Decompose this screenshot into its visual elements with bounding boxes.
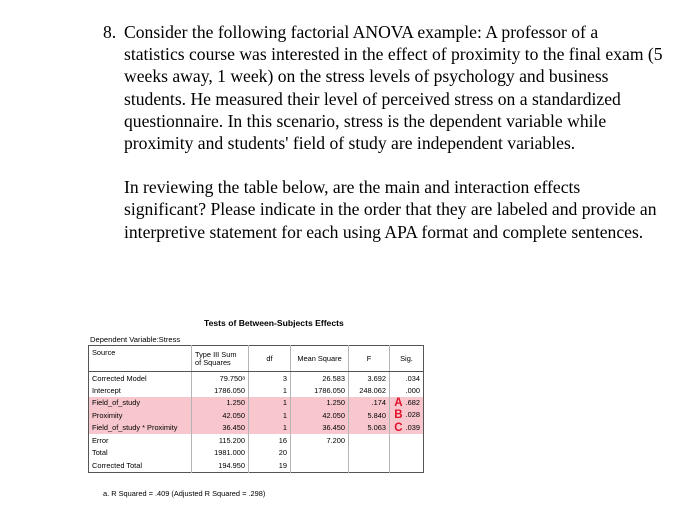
table-title: Tests of Between-Subjects Effects xyxy=(204,318,344,328)
table-row xyxy=(89,422,424,434)
header-f: F xyxy=(349,346,390,372)
header-sum-of-squares: Type III Sum of Squares xyxy=(192,346,249,372)
effect-marker: B xyxy=(394,409,403,422)
cell-f: 3.692 xyxy=(349,372,390,385)
header-sig: Sig. xyxy=(390,346,424,372)
dependent-variable-label: Dependent Variable:Stress xyxy=(90,335,181,344)
cell-sum-of-squares: 1.250 xyxy=(192,397,249,409)
cell-sig xyxy=(390,409,424,421)
header-mean-square: Mean Square xyxy=(291,346,349,372)
cell-df: 19 xyxy=(249,459,291,473)
question-text xyxy=(103,21,663,243)
cell-sig xyxy=(390,446,424,458)
cell-f: .174 xyxy=(349,397,390,409)
cell-source: Intercept xyxy=(92,386,121,396)
cell-mean-square: 7.200 xyxy=(291,434,349,446)
cell-sum-of-squares: 1981.000 xyxy=(192,446,249,458)
table-row xyxy=(89,372,424,385)
cell-mean-square: 1.250 xyxy=(291,397,349,409)
question-number: 8. xyxy=(103,22,117,42)
table-row xyxy=(89,434,424,446)
table-row xyxy=(89,384,424,396)
cell-source: Proximity xyxy=(89,409,192,421)
cell-df: 3 xyxy=(249,372,291,385)
cell-mean-square: 26.583 xyxy=(291,372,349,385)
cell-sig xyxy=(390,422,424,434)
cell-sig: .000 xyxy=(390,384,424,396)
cell-sig xyxy=(390,397,424,409)
cell-sum-of-squares: 36.450 xyxy=(192,422,249,434)
table-footnote: a. R Squared = .409 (Adjusted R Squared = .298) xyxy=(103,489,266,498)
cell-df: 16 xyxy=(249,434,291,446)
cell-sum-of-squares: 115.200 xyxy=(192,434,249,446)
header-source: Source xyxy=(89,346,192,372)
table-row xyxy=(89,397,424,409)
cell-f xyxy=(349,446,390,458)
cell-mean-square: 42.050 xyxy=(291,409,349,421)
sig-value: .039 xyxy=(405,422,420,432)
cell-source: Error xyxy=(92,435,109,445)
table-header-row xyxy=(89,346,424,372)
effect-marker: C xyxy=(394,421,403,434)
sig-value: .682 xyxy=(405,397,420,407)
cell-df: 1 xyxy=(249,409,291,421)
question-paragraph-1: Consider the following factorial ANOVA example: A professor of a statistics course was interested in the effect of proximity to the final exam (5 weeks away, 1 week) on the stress levels of psychology and business students. He measured their level of perceived stress on a standardized questionnaire. In this scenario, stress is the dependent variable while proximity and students' field of study are independent variables. xyxy=(124,22,663,154)
cell-mean-square xyxy=(291,446,349,458)
cell-f: 5.063 xyxy=(349,422,390,434)
header-df: df xyxy=(249,346,291,372)
question-paragraph-2: In reviewing the table below, are the main and interaction effects significant? Please indicate in the order that they are labeled and provide an interpretive statement for each using APA format and complete sentences. xyxy=(124,177,657,242)
cell-sum-of-squares: 79.750ᵃ xyxy=(192,372,249,385)
effect-marker: A xyxy=(394,396,403,409)
cell-mean-square: 1786.050 xyxy=(291,384,349,396)
table-row xyxy=(89,409,424,421)
cell-df: 20 xyxy=(249,446,291,458)
cell-source: Total xyxy=(92,448,108,458)
cell-sig xyxy=(390,434,424,446)
cell-sum-of-squares: 1786.050 xyxy=(192,384,249,396)
cell-df: 1 xyxy=(249,422,291,434)
cell-source: Corrected Total xyxy=(92,460,142,470)
cell-source: Field_of_study xyxy=(89,397,192,409)
cell-sig: .034 xyxy=(390,372,424,385)
cell-df: 1 xyxy=(249,397,291,409)
cell-sig xyxy=(390,459,424,473)
cell-df: 1 xyxy=(249,384,291,396)
cell-sum-of-squares: 42.050 xyxy=(192,409,249,421)
anova-table xyxy=(88,345,424,473)
cell-f xyxy=(349,434,390,446)
cell-f xyxy=(349,459,390,473)
cell-source: Corrected Model xyxy=(92,373,147,383)
cell-mean-square xyxy=(291,459,349,473)
table-row xyxy=(89,446,424,458)
cell-source: Field_of_study * Proximity xyxy=(89,422,192,434)
cell-mean-square: 36.450 xyxy=(291,422,349,434)
cell-f: 5.840 xyxy=(349,409,390,421)
cell-sum-of-squares: 194.950 xyxy=(192,459,249,473)
table-row xyxy=(89,459,424,473)
sig-value: .028 xyxy=(405,410,420,420)
cell-f: 248.062 xyxy=(349,384,390,396)
